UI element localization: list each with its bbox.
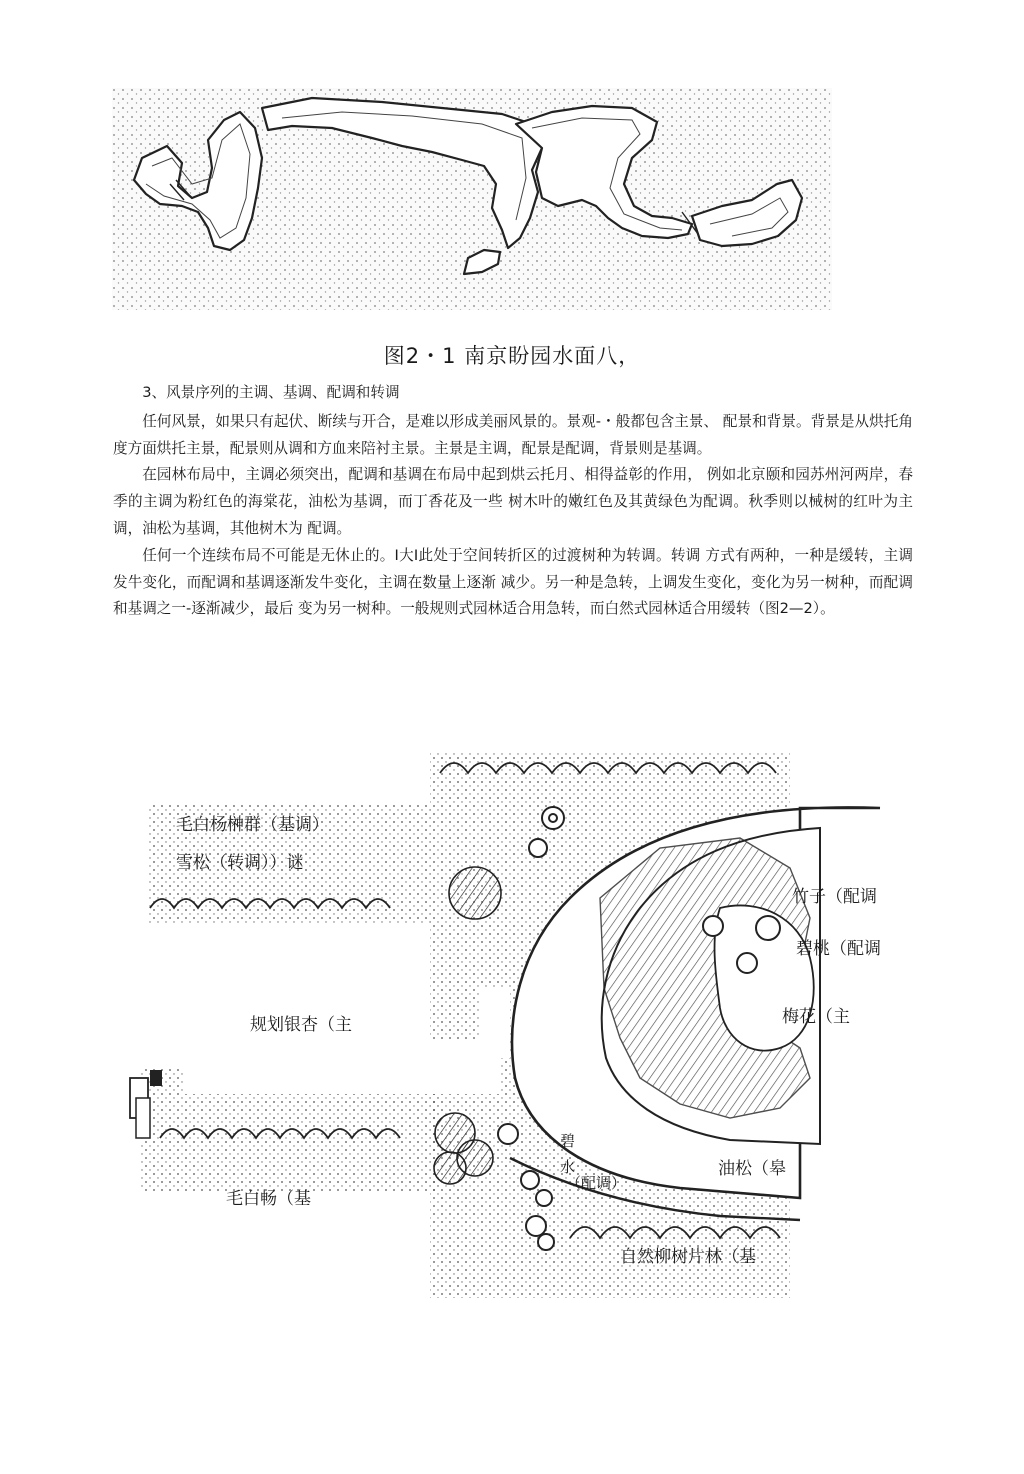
label-bamboo: 竹子（配调 <box>792 887 877 907</box>
label-peidiao: （配调） <box>566 1174 627 1192</box>
figure-2-1-lake-map <box>112 88 832 310</box>
section-heading: 3、风景序列的主调、基调、配调和转调 <box>142 384 400 401</box>
label-shui: 水 <box>560 1158 576 1176</box>
paragraph: 在园林布局中，主调必须突出，配调和基调在布局中起到烘云托月、相得益彰的作用， 例如北京颐和园苏州河两岸，春季的主调为粉红色的海棠花，油松为基调，而丁香花及一些 树木叶的嫩红色及其黄绿色为配调。秋季则以械树的红叶为主调，油松为基调，其他树木为 配调。 <box>113 466 913 537</box>
paragraph: 任何一个连续布局不可能是无休止的。I大I此处于空间转折区的过渡树种为转调。转调 方式有两种，一种是缓转，主调发牛变化，而配调和基调逐渐发牛变化，主调在数量上逐渐 减少。另一种是急转，上调发生变化，变化为另一树种，而配调和基调之一-逐渐减少，最后 变为另一树种。一般规则式园林适合用急转，而白然式园林适合用缓转（图2—2）。 <box>113 546 913 618</box>
figure-caption: 图2・1 南京盼园水面八， <box>383 344 641 368</box>
label-maobaichang: 毛白畅（基 <box>226 1189 311 1209</box>
label-meihua-main: 梅花（主 <box>782 1007 850 1027</box>
body-text <box>113 380 913 623</box>
label-maobaiyang-base: 毛白杨榊群（基调） <box>176 815 329 835</box>
figure-2-2-planting-diagram <box>120 748 890 1308</box>
label-bitao: 碧桃（配调 <box>796 939 881 959</box>
paragraph: 任何风景，如果只有起伏、断续与开合，是难以形成美丽风景的。景观-・般都包含主景、 配景和背景。背景是从烘托角度方面烘托主景，配景则从调和方血来陪衬主景。主景是主调，配景是配调，背景则是基调。 <box>113 412 913 457</box>
label-willow-grove: 自然柳树片林（基 <box>620 1247 756 1267</box>
label-xuesong-transition: 雪松（转调））谜 <box>176 853 304 873</box>
label-yousong: 油松（皋 <box>718 1159 786 1179</box>
label-bi: 碧 <box>560 1132 576 1150</box>
label-ginkgo-main: 规划银杏（主 <box>250 1015 352 1035</box>
